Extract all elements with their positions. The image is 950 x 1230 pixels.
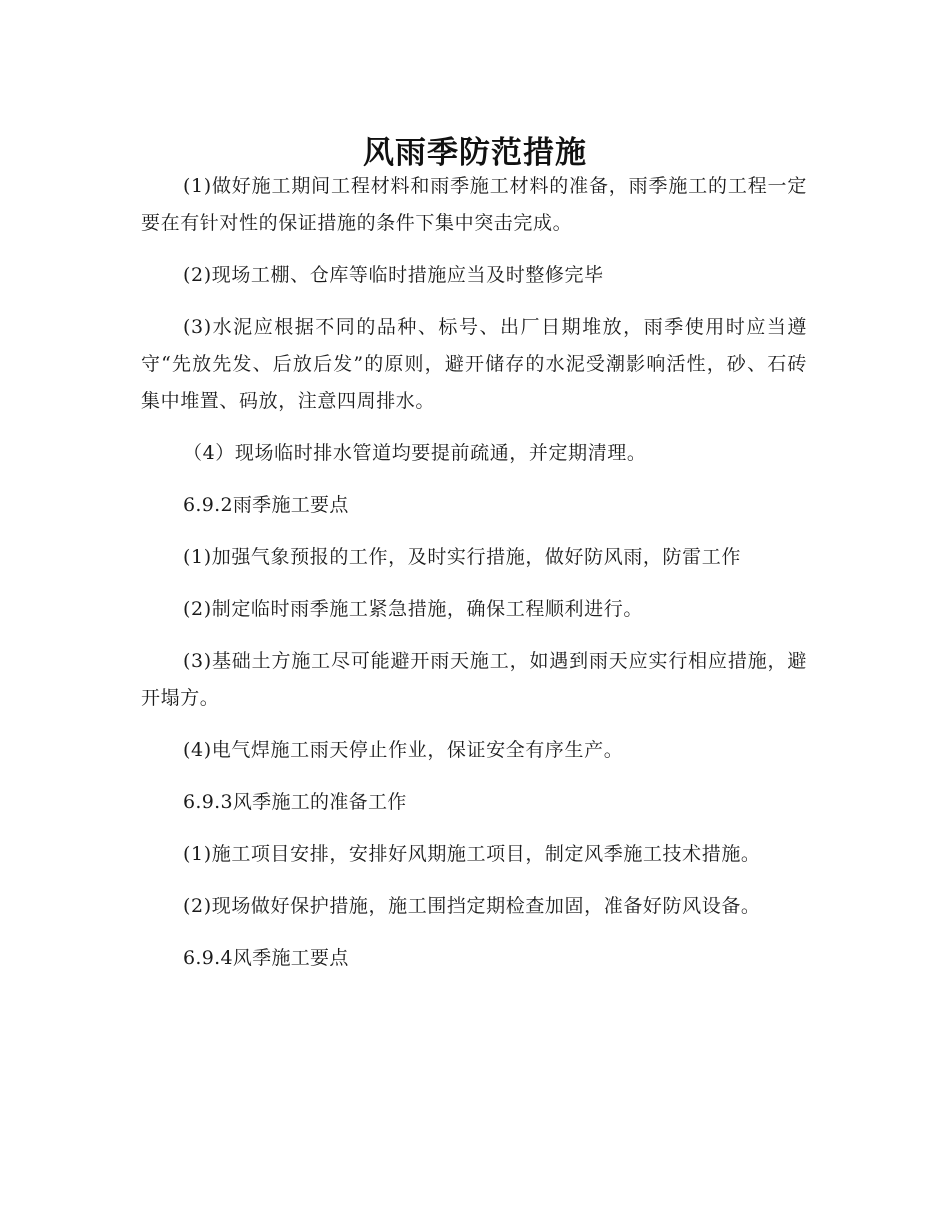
paragraph-7: (3)基础土方施工尽可能避开雨天施工，如遇到雨天应实行相应措施，避开塌方。 [141,650,807,709]
paragraph-5: (1)加强气象预报的工作，及时实行措施，做好防风雨，防雷工作 [183,546,741,568]
paragraph-9: (1)施工项目安排，安排好风期施工项目，制定风季施工技术措施。 [183,843,761,865]
section-heading-6-9-2: 6.9.2雨季施工要点 [183,494,349,516]
paragraph-4: （4）现场临时排水管道均要提前疏通，并定期清理。 [183,442,647,464]
paragraph-1: (1)做好施工期间工程材料和雨季施工材料的准备，雨季施工的工程一定要在有针对性的保证措施的条件下集中突击完成。 [141,175,807,234]
document-title: 风雨季防范措施 [363,134,587,171]
paragraph-10: (2)现场做好保护措施，施工围挡定期检查加固，准备好防风设备。 [183,895,761,917]
section-heading-6-9-4: 6.9.4风季施工要点 [183,947,349,969]
paragraph-6: (2)制定临时雨季施工紧急措施，确保工程顺利进行。 [183,598,643,620]
paragraph-8: (4)电气焊施工雨天停止作业，保证安全有序生产。 [183,739,624,761]
paragraph-3: (3)水泥应根据不同的品种、标号、出厂日期堆放，雨季使用时应当遵守“先放先发、后放后发”的原则，避开储存的水泥受潮影响活性，砂、石砖集中堆置、码放，注意四周排水。 [141,316,807,412]
section-heading-6-9-3: 6.9.3风季施工的准备工作 [183,791,407,813]
paragraph-2: (2)现场工棚、仓库等临时措施应当及时整修完毕 [183,264,604,286]
document-body [141,168,807,992]
